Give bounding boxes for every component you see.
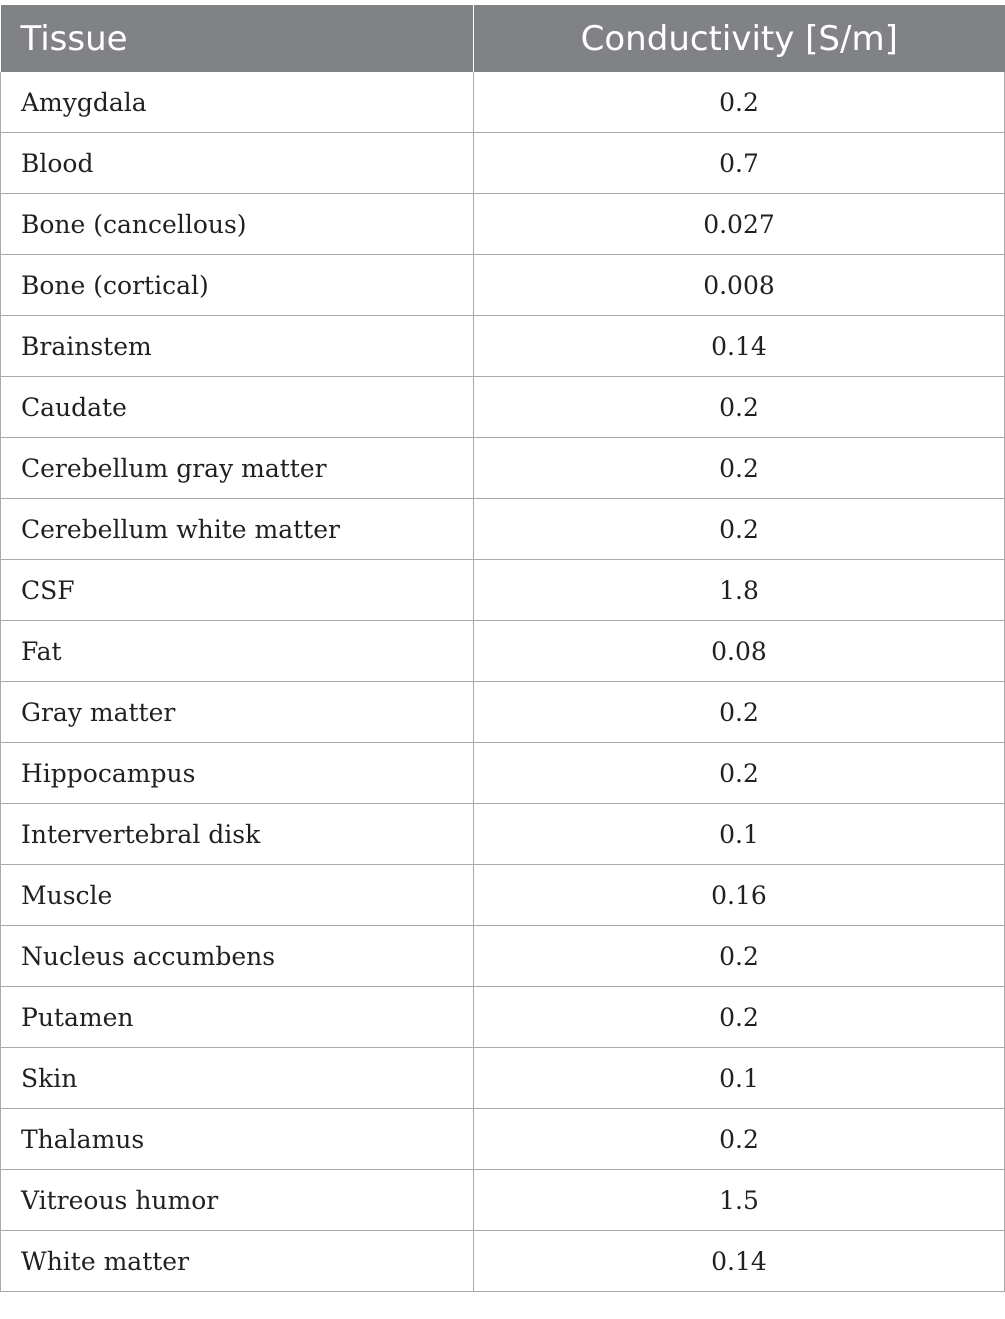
table-row xyxy=(1,133,1005,194)
tissue-cell: Hippocampus xyxy=(1,743,474,804)
tissue-cell: Cerebellum gray matter xyxy=(1,438,474,499)
tissue-cell: Cerebellum white matter xyxy=(1,499,474,560)
tissue-cell: Caudate xyxy=(1,377,474,438)
table-row xyxy=(1,987,1005,1048)
conductivity-cell: 0.008 xyxy=(474,255,1005,316)
table-row xyxy=(1,865,1005,926)
tissue-cell: Brainstem xyxy=(1,316,474,377)
conductivity-cell: 0.14 xyxy=(474,1231,1005,1292)
conductivity-cell: 0.027 xyxy=(474,194,1005,255)
tissue-cell: Intervertebral disk xyxy=(1,804,474,865)
tissue-cell: Putamen xyxy=(1,987,474,1048)
table-row xyxy=(1,1231,1005,1292)
tissue-cell: Amygdala xyxy=(1,72,474,133)
conductivity-cell: 0.2 xyxy=(474,987,1005,1048)
conductivity-cell: 0.2 xyxy=(474,926,1005,987)
conductivity-cell: 0.08 xyxy=(474,621,1005,682)
tissue-cell: Gray matter xyxy=(1,682,474,743)
conductivity-cell: 0.2 xyxy=(474,1109,1005,1170)
tissue-cell: Blood xyxy=(1,133,474,194)
table-row xyxy=(1,499,1005,560)
conductivity-cell: 0.1 xyxy=(474,804,1005,865)
table-row xyxy=(1,621,1005,682)
conductivity-table xyxy=(0,5,1005,1292)
conductivity-cell: 0.2 xyxy=(474,438,1005,499)
table-row xyxy=(1,926,1005,987)
conductivity-cell: 0.2 xyxy=(474,499,1005,560)
table-row xyxy=(1,377,1005,438)
table-row xyxy=(1,1170,1005,1231)
header-row xyxy=(1,5,1005,72)
conductivity-cell: 1.5 xyxy=(474,1170,1005,1231)
table-body xyxy=(1,72,1005,1292)
table-row xyxy=(1,316,1005,377)
table-row xyxy=(1,438,1005,499)
table-row xyxy=(1,194,1005,255)
tissue-cell: Bone (cortical) xyxy=(1,255,474,316)
tissue-cell: Vitreous humor xyxy=(1,1170,474,1231)
table-row xyxy=(1,743,1005,804)
conductivity-cell: 0.2 xyxy=(474,72,1005,133)
tissue-cell: Bone (cancellous) xyxy=(1,194,474,255)
table-row xyxy=(1,1048,1005,1109)
tissue-cell: Thalamus xyxy=(1,1109,474,1170)
conductivity-cell: 0.14 xyxy=(474,316,1005,377)
conductivity-cell: 1.8 xyxy=(474,560,1005,621)
conductivity-cell: 0.2 xyxy=(474,682,1005,743)
table-row xyxy=(1,560,1005,621)
header-tissue: Tissue xyxy=(1,5,474,72)
table-row xyxy=(1,255,1005,316)
table-row xyxy=(1,1109,1005,1170)
table-row xyxy=(1,804,1005,865)
conductivity-cell: 0.7 xyxy=(474,133,1005,194)
table-header xyxy=(1,5,1005,72)
conductivity-cell: 0.1 xyxy=(474,1048,1005,1109)
conductivity-cell: 0.2 xyxy=(474,377,1005,438)
header-conductivity: Conductivity [S/m] xyxy=(474,5,1005,72)
conductivity-cell: 0.2 xyxy=(474,743,1005,804)
tissue-cell: Muscle xyxy=(1,865,474,926)
conductivity-cell: 0.16 xyxy=(474,865,1005,926)
tissue-cell: White matter xyxy=(1,1231,474,1292)
tissue-cell: Skin xyxy=(1,1048,474,1109)
table-row xyxy=(1,72,1005,133)
tissue-cell: Fat xyxy=(1,621,474,682)
tissue-cell: Nucleus accumbens xyxy=(1,926,474,987)
tissue-cell: CSF xyxy=(1,560,474,621)
table-row xyxy=(1,682,1005,743)
